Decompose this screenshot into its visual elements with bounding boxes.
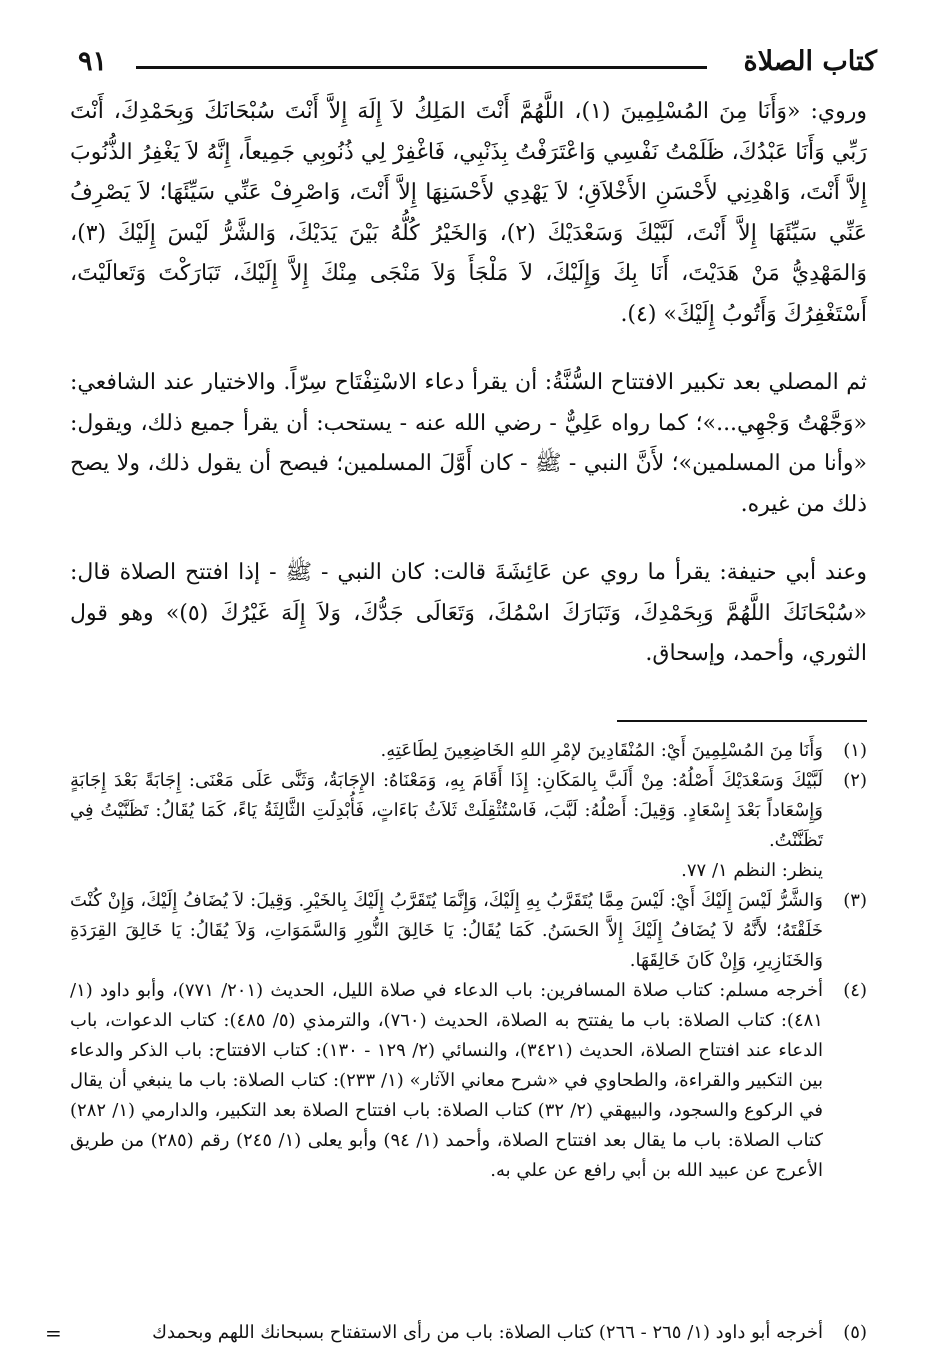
footnote-1 <box>70 736 867 766</box>
footnote-text: لَبَّيْكَ وَسَعْدَيْكَ أَصْلُهُ: مِنْ أَلَبَّ بِالمَكَانِ: إِذَا أَقَامَ بِهِ، وَمَعْنَاهُ: الإِجَابَةُ، وَثَنَّى عَلَى مَعْنَى: إِجَابَةً بَعْدَ إِجَابَةٍ وَإِسْعَاداً بَعْدَ إِسْعَادٍ. وَقِيلَ: أَصْلُهُ: لَبَّبَ، فَاسْتُثْقِلَتْ ثَلاَثُ بَاءَاتٍ، فَأُبْدِلَتِ الثَّالِثَةُ يَاءً، كَمَا يُقَالُ: تَظَنَّيْتُ فِي تَظَنَّنْتُ. <box>70 770 823 851</box>
footnote-number: (٤) <box>843 980 867 1001</box>
footnote-text: أخرجه مسلم: كتاب صلاة المسافرين: باب الدعاء في صلاة الليل، الحديث (٢٠١/ ٧٧١)، وأبو داود (١/ ٤٨١): كتاب الصلاة: باب ما يفتتح به الصلاة، الحديث (٧٦٠)، والترمذي (٥/ ٤٨٥): كتاب الدعوات، باب الدعاء عند افتتاح الصلاة، الحديث (٣٤٢١)، والنسائي (٢/ ١٢٩ - ١٣٠): كتاب الافتتاح: باب الذكر والدعاء بين التكبير والقراءة، والطحاوي في «شرح معاني الآثار» (١/ ٢٣٣): كتاب الصلاة: باب ما ينبغي أن يقال في الركوع والسجود، والبيهقي (٢/ ٣٢) كتاب الصلاة: باب افتتاح الصلاة بعد التكبير، والدارمي (١/ ٢٨٢) كتاب الصلاة: باب ما يقال بعد افتتاح الصلاة، وأحمد (١/ ٩٤) وأبو يعلى (١/ ٢٤٥) رقم (٢٨٥) من طريق الأعرج عن عبيد الله بن أبي رافع عن علي به. <box>70 980 824 1181</box>
page-header <box>78 42 877 82</box>
main-text <box>70 92 867 703</box>
footnote-separator <box>617 720 867 722</box>
footnote-text: أخرجه أبو داود (١/ ٢٦٥ - ٢٦٦) كتاب الصلاة: باب من رأى الاستفتاح بسبحانك اللهم وبحمدك <box>152 1322 823 1343</box>
footnotes <box>70 736 867 1186</box>
footnote-4 <box>70 976 867 1186</box>
footnote-number: (٣) <box>843 890 867 911</box>
chapter-title: كتاب الصلاة <box>743 46 877 77</box>
page-number: ٩١ <box>78 46 108 77</box>
footnote-text: ينظر: النظم ١/ ٧٧. <box>681 860 823 881</box>
header-rule <box>136 66 707 69</box>
footnote-2-reference <box>70 856 867 886</box>
footnote-3 <box>70 886 867 976</box>
footnote-5 <box>45 1318 867 1348</box>
footnote-number: (٥) <box>843 1322 867 1343</box>
footnote-2 <box>70 766 867 856</box>
footnote-number: (١) <box>843 740 867 761</box>
paragraph-supplication: وروي: «وَأَنَا مِنَ المُسْلِمِينَ (١)، اللَّهُمَّ أَنْتَ المَلِكُ لاَ إِلَهَ إِلاَّ أَنْتَ سُبْحَانَكَ وَبِحَمْدِكَ، أَنْتَ رَبِّي وَأَنَا عَبْدُكَ، ظَلَمْتُ نَفْسِي وَاعْتَرَفْتُ بِذَنْبِي، فَاغْفِرْ لِي ذُنُوبِي جَمِيعاً، إِنَّهُ لاَ يَغْفِرُ الذُّنُوبَ إِلاَّ أَنْتَ، وَاهْدِنِي لأَحْسَنِ الأَخْلاَقِ؛ لاَ يَهْدِي لأَحْسَنِهَا إِلاَّ أَنْتَ، وَاصْرِفْ عَنِّي سَيِّئَهَا؛ لاَ يَصْرِفُ عَنِّي سَيِّئَهَا إِلاَّ أَنْتَ، لَبَّيْكَ وَسَعْدَيْكَ (٢)، وَالخَيْرُ كُلُّهُ بَيْنَ يَدَيْكَ، وَالشَّرُّ لَيْسَ إِلَيْكَ (٣)، وَالمَهْدِيُّ مَنْ هَدَيْتَ، أَنَا بِكَ وَإِلَيْكَ، لاَ مَلْجَأَ وَلاَ مَنْجَى مِنْكَ إِلاَّ إِلَيْكَ، تَبَارَكْتَ وَتَعالَيْتَ، أَسْتَغْفِرُكَ وَأَتُوبُ إِلَيْكَ» (٤). <box>70 99 868 327</box>
paragraph-shafii: ثم المصلي بعد تكبير الافتتاح السُّنَّةُ: أن يقرأ دعاء الاسْتِفْتَاح سِرّاً. والاختيار عند الشافعي: «وَجَّهْتُ وَجْهِي...»؛ كما رواه عَلِيٌّ - رضي الله عنه - يستحب: أن يقرأ جميع ذلك، ويقول: «وأنا من المسلمين»؛ لأَنَّ النبي - ﷺ - كان أَوَّلَ المسلمين؛ فيصح أن يقول ذلك، ولا يصح ذلك من غيره. <box>70 370 867 517</box>
footnote-number: (٢) <box>843 770 867 791</box>
continuation-mark: = <box>45 1321 62 1345</box>
footnote-text: وَالشَّرُّ لَيْسَ إِلَيْكَ أَيْ: لَيْسَ مِمَّا يُتَقَرَّبُ بِهِ إِلَيْكَ، وَإِنَّمَا يُتَقَرَّبُ إِلَيْكَ بِالخَيْرِ. وَقِيلَ: لاَ يُضَافُ إِلَيْكَ، وَإِنْ كُنْتَ خَلَقْتَهُ؛ لأَنَّهُ لاَ يُضَافُ إِلَيْكَ إِلاَّ الحَسَنُ. كَمَا يُقَالُ: يَا خَالِقَ النُّورِ وَالسَّمَوَاتِ، وَلاَ يُقَالُ: يَا خَالِقَ القِرَدَةِ وَالخَنَازِيرِ، وَإِنْ كَانَ خَالِقَهَا. <box>70 890 823 971</box>
paragraph-abu-hanifa: وعند أبي حنيفة: يقرأ ما روي عن عَائِشَةَ قالت: كان النبي - ﷺ - إذا افتتح الصلاة قال: «سُبْحَانَكَ اللَّهُمَّ وَبِحَمْدِكَ، وَتَبَارَكَ اسْمُكَ، وَتَعَالَى جَدُّكَ، وَلاَ إِلَهَ غَيْرُكَ (٥)» وهو قول الثوري، وأحمد، وإسحاق. <box>70 560 867 666</box>
footnote-text: وَأَنَا مِنَ المُسْلِمِينَ أَيْ: المُنْقَادِينَ لإمْرِ اللهِ الخَاضِعِينَ لِطَاعَتِهِ. <box>380 740 823 761</box>
